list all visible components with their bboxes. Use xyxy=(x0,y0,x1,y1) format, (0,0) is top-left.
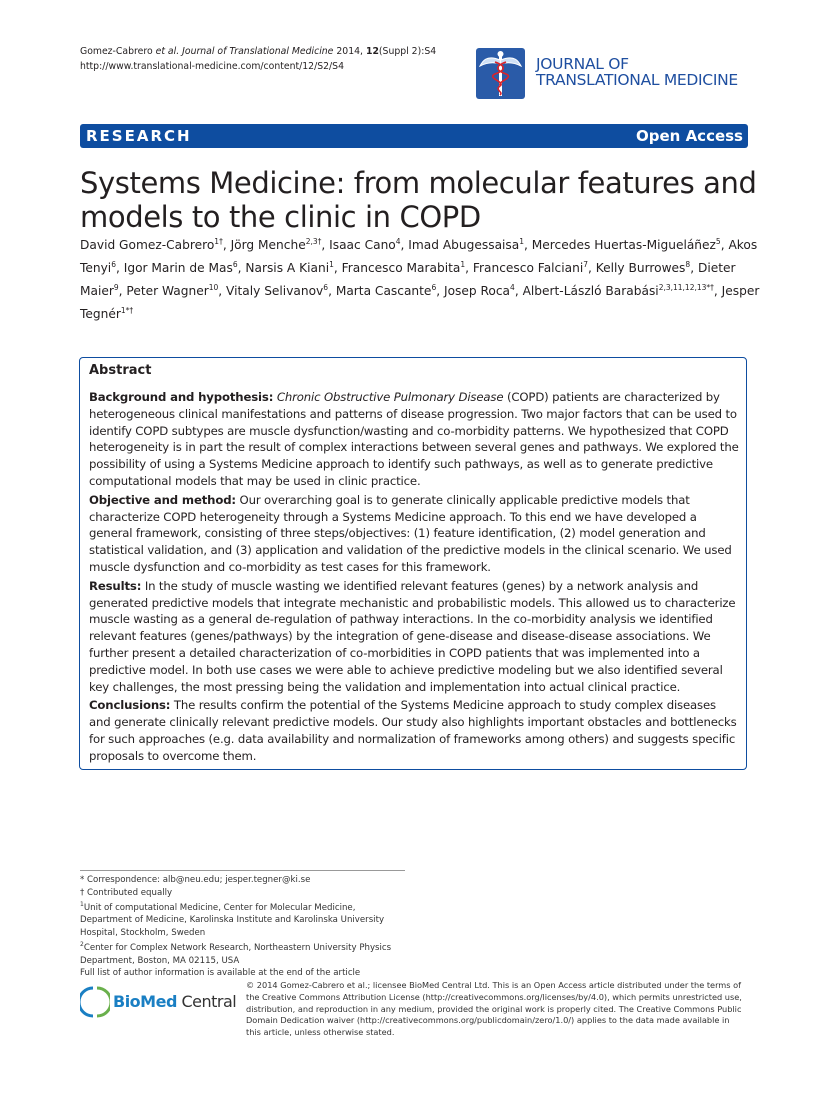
open-access-label: Open Access xyxy=(636,127,743,145)
author-affiliation: 10 xyxy=(208,283,219,293)
author-name: Dieter Maier xyxy=(80,261,736,299)
author xyxy=(596,261,690,275)
author xyxy=(342,261,466,275)
author-affiliation: 8 xyxy=(685,260,691,270)
abstract-objective: Objective and method: Our overarching goal is to generate clinically applicable predictive models that characterize COPD heterogeneity through a Systems Medicine approach. To this end we have developed a general framework, consisting of three steps/objectives: (1) feature identification, (2) model generation and statistical validation, and (3) application and validation of the predictive models in the clinical scenario. We used muscle dysfunction and co-morbidity as test cases for this framework. xyxy=(89,492,732,574)
citation: Gomez-Cabrero et al. Journal of Translational Medicine 2014, 12(Suppl 2):S4 xyxy=(80,46,437,57)
contributed-equally: † Contributed equally xyxy=(80,887,173,898)
author-affiliation: 1 xyxy=(460,260,466,270)
section-label: RESEARCH xyxy=(86,127,192,145)
author xyxy=(473,261,588,275)
author xyxy=(226,284,328,298)
author-name: Imad Abugessaisa xyxy=(408,238,520,253)
author-name: Kelly Burrowes xyxy=(595,261,686,276)
article-url[interactable]: http://www.translational-medicine.com/content/12/S2/S4 xyxy=(80,61,344,72)
author-name: David Gomez-Cabrero xyxy=(80,238,215,253)
author xyxy=(231,238,322,252)
author-affiliation: 9 xyxy=(113,283,119,293)
article-title: Systems Medicine: from molecular features and models to the clinic in COPD xyxy=(80,166,757,234)
author-name: Narsis A Kiani xyxy=(245,261,330,276)
author-name: Jesper Tegnér xyxy=(80,284,760,322)
author-affiliation: 6 xyxy=(323,283,329,293)
author xyxy=(444,284,515,298)
author xyxy=(126,284,218,298)
author xyxy=(336,284,436,298)
author xyxy=(523,284,714,298)
correspondence: * Correspondence: alb@neu.edu; jesper.tegner@ki.se xyxy=(80,875,311,885)
author-affiliation: 2,3,11,12,13*† xyxy=(658,283,714,293)
author-name: Igor Marin de Mas xyxy=(123,261,233,276)
author-name: Francesco Marabita xyxy=(341,261,461,276)
abstract-conclusions: Conclusions: The results confirm the potential of the Systems Medicine approach to study complex diseases and generate clinically relevant predictive models. Our study also highlights important obstacles and bottlenecks for such approaches (e.g. data availability and normalization of frameworks among others) and suggests specific proposals to overcome them. xyxy=(89,698,737,763)
biomed-logo-icon xyxy=(80,985,110,1019)
affiliation-1: $^1$Unit of computational Medicine, Center for Molecular Medicine, Department of Medicine, Karolinska Institute and Karolinska University Hospital, Stockholm, Sweden xyxy=(80,901,385,938)
author-affiliation: 1 xyxy=(329,260,334,270)
author xyxy=(408,238,524,252)
author-affiliation: 4 xyxy=(510,283,515,293)
footnotes xyxy=(80,870,405,980)
author-name: Francesco Falciani xyxy=(472,261,584,276)
author xyxy=(329,238,400,252)
author-affiliation: 4 xyxy=(395,237,401,246)
author-affiliation: 2,3† xyxy=(305,237,322,246)
author-name: Akos Tenyi xyxy=(80,238,758,276)
author-name: Mercedes Huertas-Migueláñez xyxy=(531,238,716,253)
author-name: Marta Cascante xyxy=(335,284,432,299)
author xyxy=(124,261,238,275)
author-name: Vitaly Selivanov xyxy=(226,284,324,299)
author-name: Peter Wagner xyxy=(126,284,209,299)
author-affiliation: 7 xyxy=(583,260,589,270)
author-name: Isaac Cano xyxy=(329,238,396,253)
author-list: David Gomez-Cabrero$^{1\dagger}$, Jörg Menche$^{2,3\dagger}$, Isaac Cano$^4$, Imad Abugessaisa$^1$, Mercedes Huertas-Migueláñez$^5$, Akos Tenyi$^6$, Igor Marin de Mas$^6$, Narsis A Kiani$^1$, Francesco Marabita$^1$, Francesco Falciani$^7$, Kelly Burrowes$^8$, Dieter Maier$^9$, Peter Wagner$^{10}$, Vitaly Selivanov$^6$, Marta Cascante$^6$, Josep Roca$^4$, Albert-László Barabási$^{2,3,11,12,13*\dagger}$, Jesper Tegnér$^{1*\dagger}$ xyxy=(80,237,760,322)
running-header xyxy=(80,44,436,74)
author-affiliation: 6 xyxy=(232,260,238,270)
journal-logo-caduceus-icon xyxy=(476,48,525,99)
author-affiliation: 1 xyxy=(519,237,525,246)
author xyxy=(245,261,334,275)
author xyxy=(80,238,223,252)
author-affiliation: 1† xyxy=(214,237,223,246)
author-name: Jörg Menche xyxy=(230,238,306,253)
author-name: Josep Roca xyxy=(443,284,511,299)
journal-title: JOURNAL OF TRANSLATIONAL MEDICINE xyxy=(536,55,738,89)
affiliation-2: $^2$Center for Complex Network Research, Northeastern University Physics Department, Boston, MA 02115, USA xyxy=(80,941,392,966)
abstract-heading: Abstract xyxy=(89,363,152,378)
abstract-background: Background and hypothesis: Chronic Obstructive Pulmonary Disease (COPD) patients are characterized by heterogeneous clinical manifestations and patterns of disease progression. Two major factors that can be used to identify COPD subtypes are muscle dysfunction/wasting and co-morbidity patterns. We hypothesized that COPD heterogeneity is in part the result of complex interactions between several genes and pathways. We explored the possibility of using a Systems Medicine approach to identify such pathways, as well as to generate predictive computational models that may be used in clinic practice. xyxy=(89,390,739,488)
license-statement: © 2014 Gomez-Cabrero et al.; licensee BioMed Central Ltd. This is an Open Access article distributed under the terms of the Creative Commons Attribution License (http://creativecommons.org/licenses/by/4.0), which permits unrestricted use, distribution, and reproduction in any medium, provided the original work is properly cited. The Creative Commons Public Domain Dedication waiver (http://creativecommons.org/publicdomain/zero/1.0/) applies to the data made available in this article, unless otherwise stated. xyxy=(246,980,742,1038)
biomed-central-logo: BioMed Central xyxy=(80,985,240,1019)
author-affiliation: 5 xyxy=(715,237,721,246)
abstract-body xyxy=(89,389,739,767)
full-author-info-note: Full list of author information is available at the end of the article xyxy=(80,968,361,979)
abstract-box xyxy=(79,357,747,770)
author xyxy=(532,238,721,252)
author-affiliation: 6 xyxy=(111,260,116,270)
article-type-banner xyxy=(80,124,748,148)
author-affiliation: 6 xyxy=(431,283,437,293)
author-name: Albert-László Barabási xyxy=(522,284,659,299)
author-affiliation: 1*† xyxy=(120,306,134,316)
abstract-results: Results: In the study of muscle wasting we identified relevant features (genes) by a network analysis and generated predictive models that integrate mechanistic and probabilistic models. This allowed us to characterize muscle wasting as a general de-regulation of pathway interactions. In the co-morbidity analysis we identified relevant features (genes/pathways) by the integration of gene-disease and disease-disease associations. We further present a detailed characterization of co-morbidities in COPD patients that was implemented into a predictive model. In both use cases we were able to achieve predictive modeling but we also identified several key challenges, the most pressing being the validation and implementation into actual clinical practice. xyxy=(89,578,736,694)
